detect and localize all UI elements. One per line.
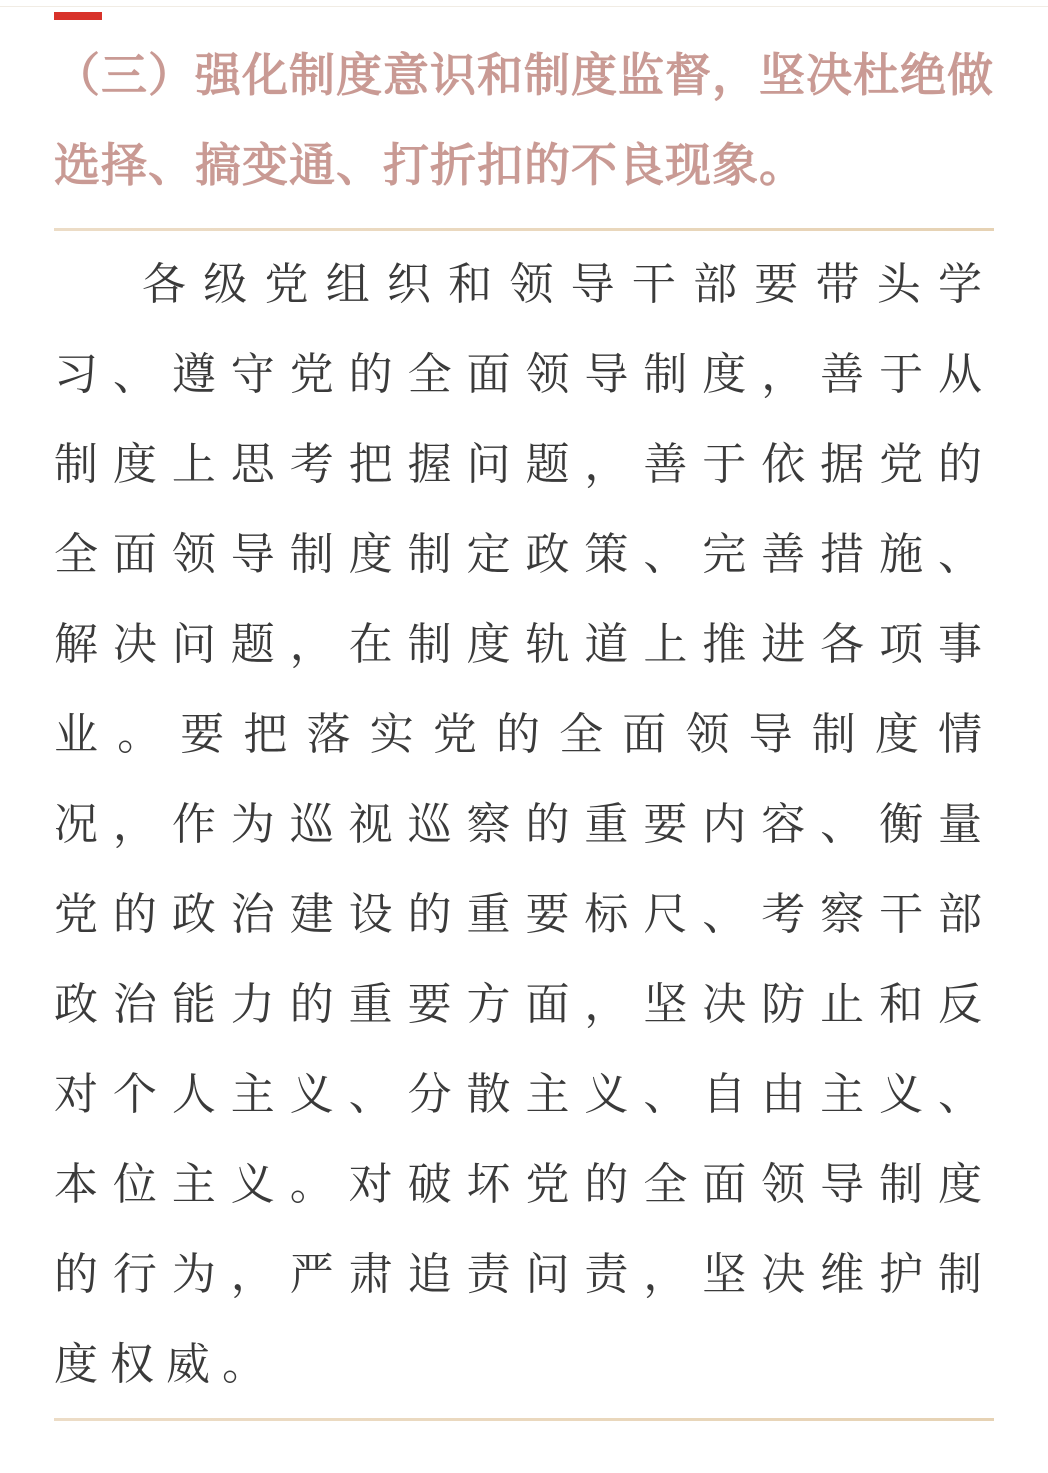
heading-divider (54, 228, 994, 231)
body-paragraph: 各级党组织和领导干部要带头学习、遵守党的全面领导制度，善于从制度上思考把握问题，善于依据党的全面领导制度制定政策、完善措施、解决问题，在制度轨道上推进各项事业。要把落实党的全面领导制度情况，作为巡视巡察的重要内容、衡量党的政治建设的重要标尺、考察干部政治能力的重要方面，坚决防止和反对个人主义、分散主义、自由主义、本位主义。对破坏党的全面领导制度的行为，严肃追责问责，坚决维护制度权威。 (54, 259, 994, 1390)
top-rule (0, 6, 1048, 7)
bottom-divider (54, 1418, 994, 1421)
section-heading: （三）强化制度意识和制度监督，坚决杜绝做选择、搞变通、打折扣的不良现象。 (54, 48, 994, 192)
accent-bar (54, 12, 102, 20)
